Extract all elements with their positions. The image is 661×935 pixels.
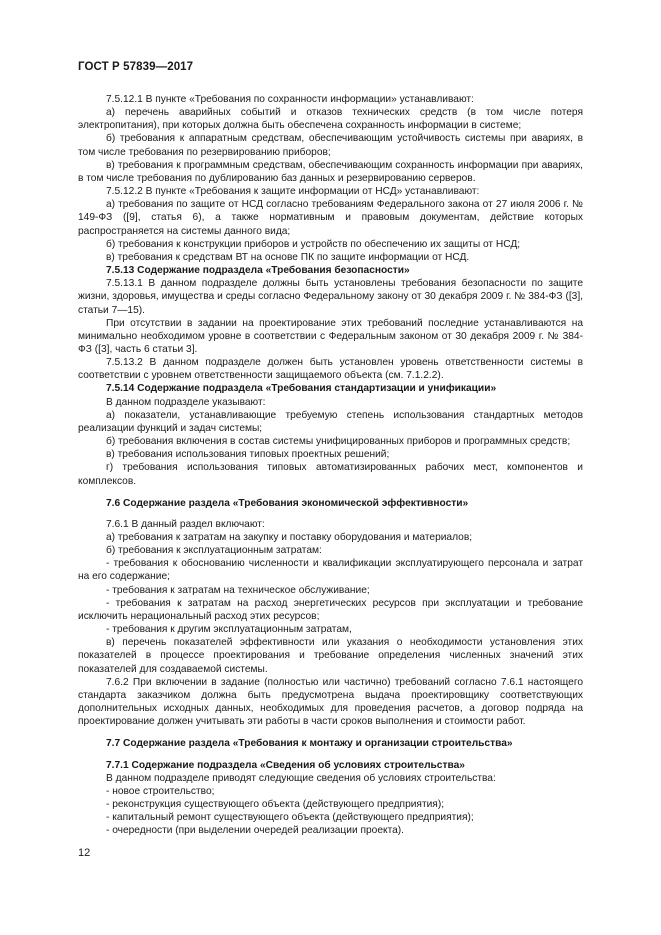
- section-heading: 7.7 Содержание раздела «Требования к монтажу и организации строительства»: [106, 738, 513, 750]
- paragraph: В данном подразделе приводят следующие сведения об условиях строительства:: [106, 772, 496, 784]
- paragraph: в) требования использования типовых проектных решений;: [106, 449, 390, 461]
- list-item: - требования к другим эксплуатационным затратам,: [106, 624, 352, 636]
- list-item: - очередности (при выделении очередей реализации проекта).: [106, 825, 405, 837]
- paragraph: б) требования включения в состав системы унифицированных приборов и программных средств;: [106, 436, 571, 448]
- document-body: [78, 93, 583, 837]
- paragraph: а) перечень аварийных событий и отказов технических средств (в том числе потеря электропитания), при которых должна быть обеспечена сохранность информации в системе;: [78, 107, 583, 132]
- paragraph: в) требования к средствам ВТ на основе ПК по защите информации от НСД.: [106, 251, 470, 263]
- list-item: - требования к обоснованию численности и квалификации эксплуатирующего персонала и затрат на его содержание;: [78, 558, 583, 583]
- paragraph: 7.5.12.1 В пункте «Требования по сохранности информации» устанавливают:: [106, 94, 474, 105]
- list-item: - требования к затратам на расход энергетических ресурсов при эксплуатации и требование исключить нерациональный расход этих ресурсов;: [78, 597, 583, 622]
- paragraph: 7.6.1 В данный раздел включают:: [106, 518, 265, 530]
- section-heading: 7.6 Содержание раздела «Требования экономической эффективности»: [106, 497, 469, 509]
- paragraph: 7.6.2 При включении в задание (полностью или частично) требований согласно 7.6.1 настоящего стандарта заказчиком должна быть предусмотрена выдача проектировщику соответствующих дополнительных исходных данных, необходимых для проведения расчетов, а договор подряда на проектирование должен учитывать эти работы в части сроков выполнения и стоимости работ.: [78, 676, 583, 728]
- list-item: - реконструкция существующего объекта (действующего предприятия);: [106, 798, 445, 810]
- paragraph: б) требования к конструкции приборов и устройств по обеспечению их защиты от НСД;: [106, 238, 521, 250]
- paragraph: а) требования к затратам на закупку и поставку оборудования и материалов;: [106, 532, 473, 543]
- paragraph: б) требования к аппаратным средствам, обеспечивающим устойчивость системы при авариях, в том числе требования по резервированию приборов;: [78, 133, 583, 158]
- list-item: - капитальный ремонт существующего объекта (действующего предприятия);: [106, 812, 474, 824]
- paragraph: В данном подразделе указывают:: [106, 396, 266, 408]
- paragraph: а) показатели, устанавливающие требуемую степень использования стандартных методов реализации функций и задач системы;: [78, 409, 583, 434]
- paragraph: б) требования к эксплуатационным затратам:: [106, 545, 322, 557]
- paragraph: 7.5.13.1 В данном подразделе должны быть установлены требования безопасности по защите жизни, здоровья, имущества и среды согласно Федеральному закону от 30 декабря 2009 г. № 384-ФЗ ([3], статьи 7—15).: [78, 278, 583, 316]
- paragraph: При отсутствии в задании на проектирование этих требований последние устанавливаются на минимально необходимом уровне в соответствии с Федеральным законом от 30 декабря 2009 г. № 384-ФЗ ([3], часть 6 статьи 3].: [78, 317, 583, 355]
- paragraph: а) требования по защите от НСД согласно требованиям Федерального закона от 27 июля 2006 г. № 149-ФЗ ([9], статья 6), а также нормативным и правовым документам, действие которых распространяется на системы данного вида;: [78, 199, 583, 237]
- paragraph: 7.5.13.2 В данном подразделе должен быть установлен уровень ответственности системы в соответствии с уровнем ответственности защищаемого объекта (см. 7.1.2.2).: [78, 357, 583, 382]
- paragraph: г) требования использования типовых автоматизированных рабочих мест, компонентов и комплексов.: [78, 462, 583, 487]
- list-item: - новое строительство;: [106, 785, 215, 797]
- list-item: - требования к затратам на техническое обслуживание;: [106, 584, 370, 596]
- paragraph: 7.5.12.2 В пункте «Требования к защите информации от НСД» устанавливают:: [106, 186, 480, 198]
- subsection-heading: 7.7.1 Содержание подраздела «Сведения об условиях строительства»: [106, 759, 465, 771]
- page-number: 12: [78, 847, 91, 859]
- paragraph: в) перечень показателей эффективности или указания о необходимости установления этих показателей в процессе проектирования и требование определения численных значений этих показателей для создаваемой системы.: [78, 637, 583, 675]
- document-header: ГОСТ Р 57839—2017: [78, 61, 194, 73]
- subsection-heading: 7.5.13 Содержание подраздела «Требования безопасности»: [106, 265, 410, 277]
- subsection-heading: 7.5.14 Содержание подраздела «Требования стандартизации и унификации»: [106, 383, 497, 395]
- paragraph: в) требования к программным средствам, обеспечивающим сохранность информации при авариях, в том числе требования по дублированию баз данных и резервированию серверов.: [78, 159, 583, 184]
